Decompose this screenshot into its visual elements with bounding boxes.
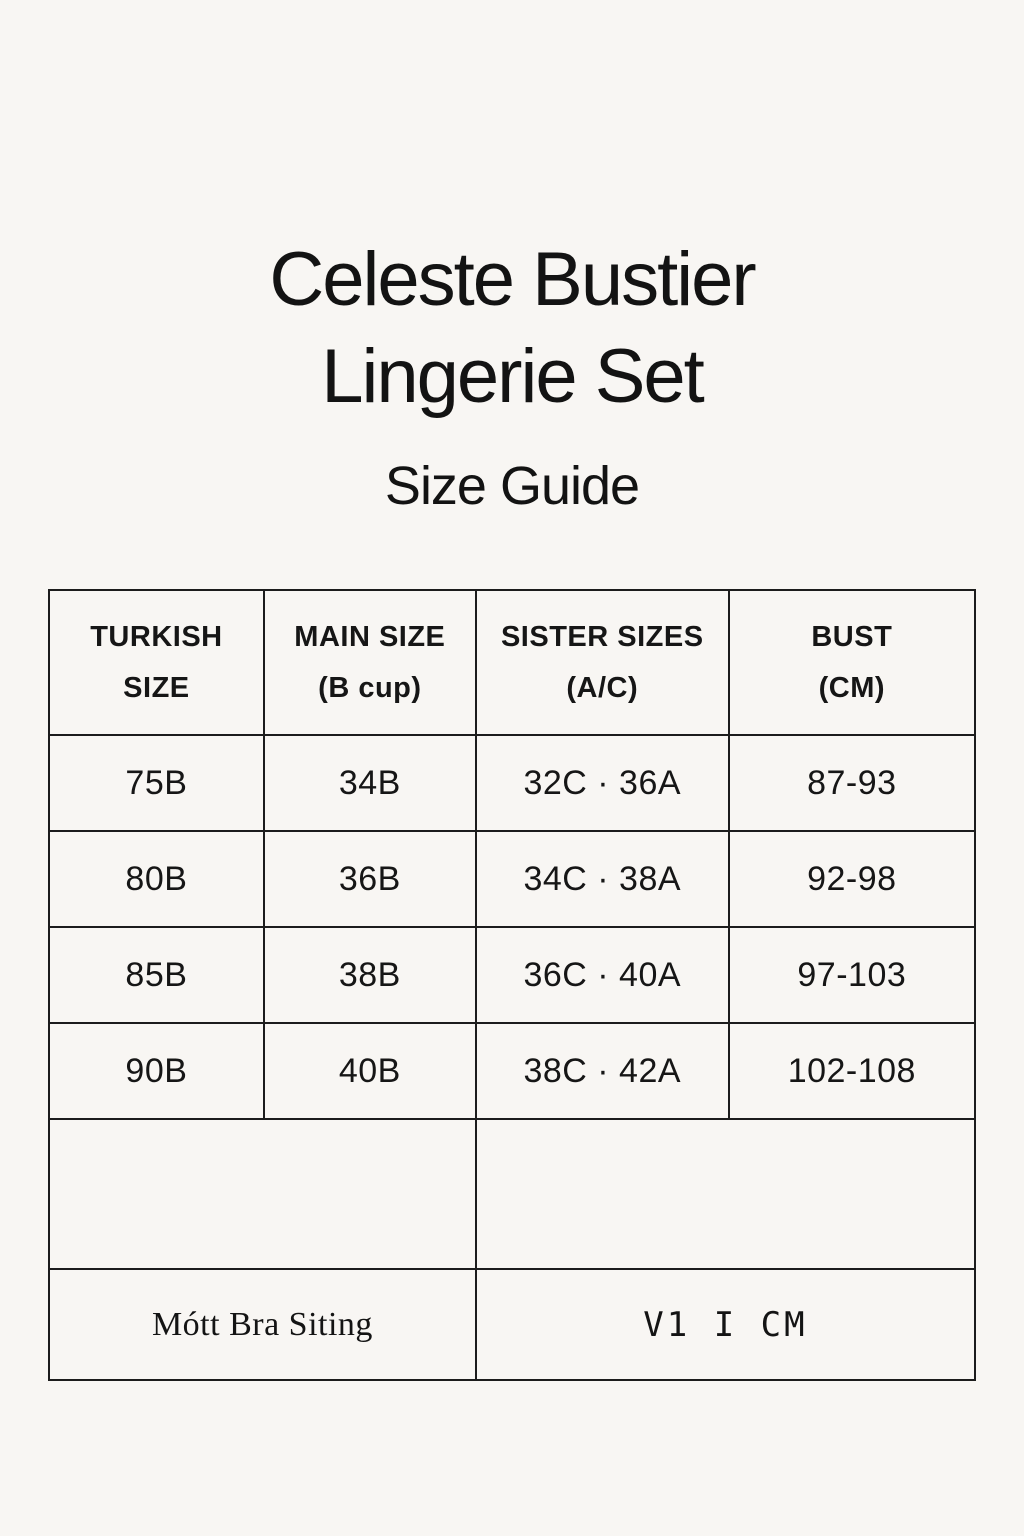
header-text: (CM) [818,671,886,704]
header-text: (B cup) [318,671,422,704]
footer-note-right: V1 I CM [476,1269,975,1380]
cell-main-size: 40B [264,1023,476,1119]
cell-main-size: 38B [264,927,476,1023]
empty-cell-left [49,1119,476,1269]
title-block [0,0,1024,517]
size-row-80b [49,831,975,927]
size-row-75b [49,735,975,831]
size-row-90b [49,1023,975,1119]
header-text: BUST [811,620,893,653]
footer-note-left: Mótt Bra Siting [49,1269,476,1380]
cell-bust: 102-108 [729,1023,975,1119]
empty-row [49,1119,975,1269]
cell-main-size: 36B [264,831,476,927]
table-header-row [49,590,975,735]
header-text: MAIN SIZE [294,620,446,653]
cell-turkish-size: 90B [49,1023,264,1119]
header-text: SIZE [123,671,190,704]
page-title [0,232,1024,425]
cell-sister-sizes: 38C · 42A [476,1023,729,1119]
page-title-line1: Celeste Bustier [269,237,755,322]
column-header-turkish-size [49,590,264,735]
header-text: SISTER SIZES [500,620,704,653]
column-header-bust [729,590,975,735]
cell-sister-sizes: 32C · 36A [476,735,729,831]
header-text: (A/C) [566,671,639,704]
cell-sister-sizes: 36C · 40A [476,927,729,1023]
cell-sister-sizes: 34C · 38A [476,831,729,927]
table-footer-row [49,1269,975,1380]
cell-bust: 87-93 [729,735,975,831]
size-guide-table [48,589,976,1381]
page-subtitle: Size Guide [384,456,640,517]
size-row-85b [49,927,975,1023]
page-title-line2: Lingerie Set [321,333,703,419]
cell-bust: 97-103 [729,927,975,1023]
cell-bust: 92-98 [729,831,975,927]
cell-turkish-size: 85B [49,927,264,1023]
column-header-main-size [264,590,476,735]
cell-main-size: 34B [264,735,476,831]
cell-turkish-size: 80B [49,831,264,927]
empty-cell-right [476,1119,975,1269]
column-header-sister-sizes [476,590,729,735]
cell-turkish-size: 75B [49,735,264,831]
header-text: TURKISH [90,620,223,653]
